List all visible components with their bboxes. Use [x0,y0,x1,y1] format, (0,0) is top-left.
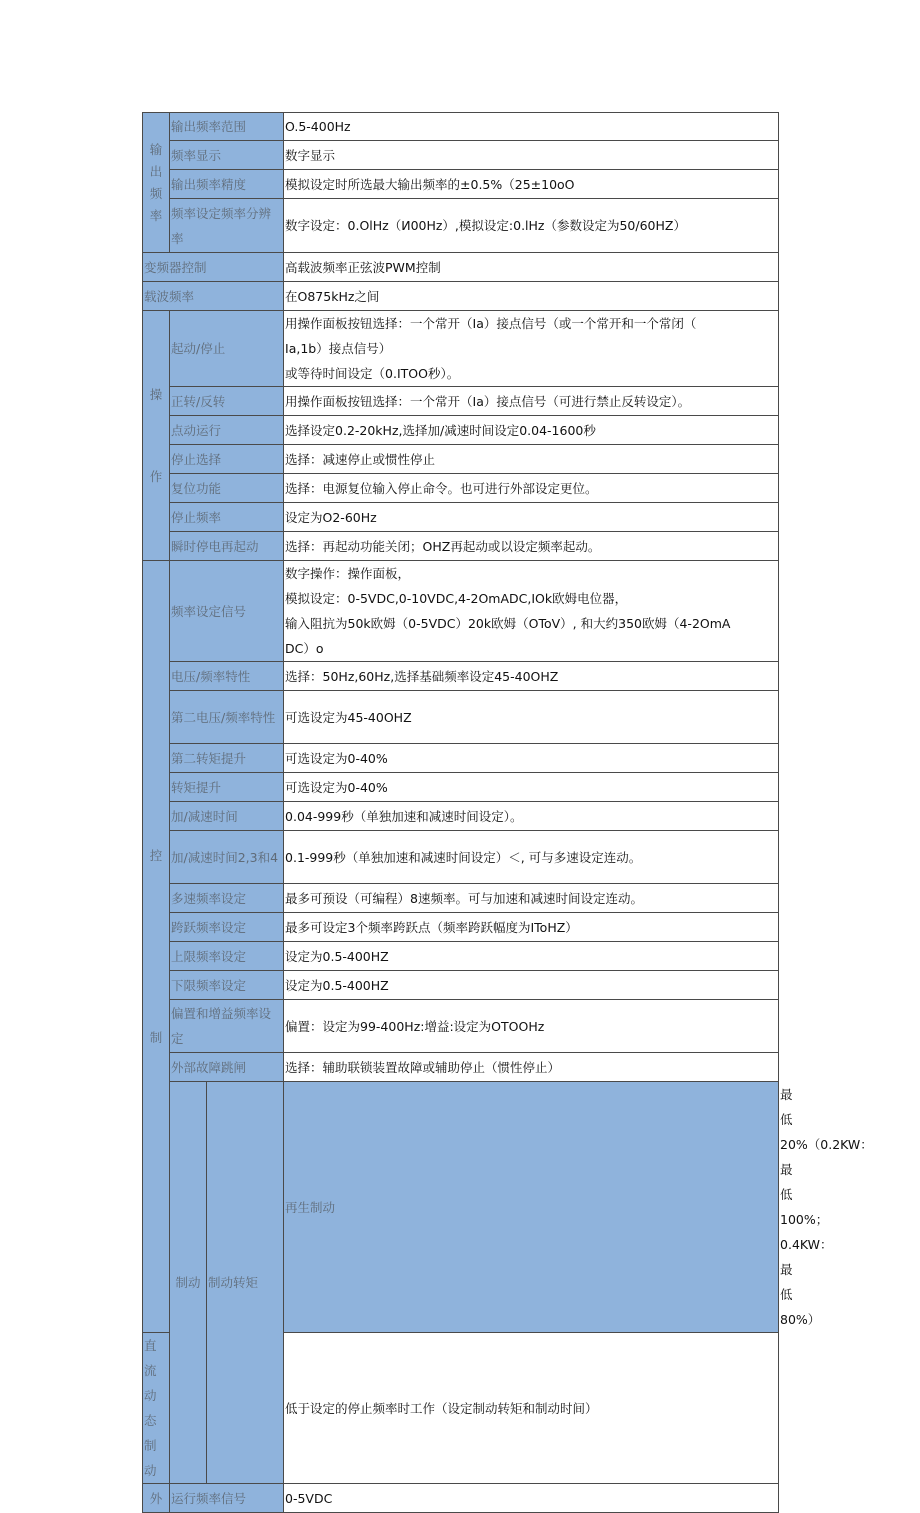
table-row [143,913,779,942]
row-label: 转矩提升 [170,773,284,802]
row-label: 频率设定信号 [170,561,284,662]
table-row [143,282,779,311]
row-label: 起动/停止 [170,311,284,387]
group-char: 操 [149,386,163,402]
table-row [143,170,779,199]
row-label: 停止选择 [170,445,284,474]
row-label: 运行频率信号 [170,1484,284,1513]
group-braking: 制动 [170,1082,207,1484]
table-row [143,253,779,282]
table-row [143,831,779,884]
row-value: 选择：减速停止或惯性停止 [284,445,779,474]
row-value: 最多可设定3个频率跨跃点（频率跨跃幅度为IToHZ） [284,913,779,942]
row-value: 设定为0.5-400HZ [284,942,779,971]
row-value: 设定为O2-60Hz [284,503,779,532]
row-value [284,311,779,387]
table-row [143,1484,779,1513]
row-value: 选择：再起动功能关闭；OHZ再起动或以设定频率起动。 [284,532,779,561]
row-label: 上限频率设定 [170,942,284,971]
table-row [143,662,779,691]
table-row [143,532,779,561]
table-row [143,445,779,474]
row-value: 可选设定为0-40% [284,773,779,802]
row-label: 第二转矩提升 [170,744,284,773]
table-row [143,884,779,913]
row-value: 选择：50Hz,60Hz,选择基础频率设定45-40OHZ [284,662,779,691]
row-value [284,561,779,662]
row-label: 加/减速时间2,3和4 [170,831,284,884]
spec-table [142,112,873,1513]
group-char: 控 [149,847,163,863]
table-row [143,199,779,253]
table-row: 制动 制动转矩 再生制动 最低20%（0.2KW：最低100%；0.4KW：最低80%） [143,1082,779,1333]
row-label: 频率设定频率分辨率 [170,199,284,253]
row-value: 0.04-999秒（单独加速和减速时间设定）。 [284,802,779,831]
group-char: 制 [149,1029,163,1045]
row-value: 用操作面板按钮选择：一个常开（Ia）接点信号（可进行禁止反转设定）。 [284,387,779,416]
row-value: 选择设定0.2-20kHz,选择加/减速时间设定0.04-1600秒 [284,416,779,445]
row-label: 直流动态制动 [143,1333,170,1484]
value-line: 输入阻抗为50k欧姆（0-5VDC）20k欧姆（OToV）, 和大约350欧姆（4-2OmA [285,616,731,631]
row-label: 频率显示 [170,141,284,170]
table-row [143,971,779,1000]
row-value: 选择：电源复位输入停止命令。也可进行外部设定更位。 [284,474,779,503]
value-line: 或等待时间设定（0.ITOO秒）。 [285,366,460,381]
row-value: 0.1-999秒（单独加速和减速时间设定）＜, 可与多速设定连动。 [284,831,779,884]
row-value: 模拟设定时所选最大输出频率的±0.5%（25±10oO [284,170,779,199]
value-line: DC）o [285,641,324,656]
table-row [143,561,779,662]
row-label: 电压/频率特性 [170,662,284,691]
table-row [143,113,779,141]
group-char: 出 [149,163,163,179]
row-value: 可选设定为0-40% [284,744,779,773]
row-value: 高载波频率正弦波PWM控制 [284,253,779,282]
row-label: 点动运行 [170,416,284,445]
table-row [143,387,779,416]
table-row [143,802,779,831]
group-braking-torque: 制动转矩 [207,1082,284,1484]
row-value: 选择：辅助联锁装置故障或辅助停止（惯性停止） [284,1053,779,1082]
row-label: 加/减速时间 [170,802,284,831]
row-value: 在O875kHz之间 [284,282,779,311]
group-control [143,561,170,1333]
row-label: 外部故障跳闸 [170,1053,284,1082]
row-value: 偏置：设定为99-400Hz:增益:设定为OTOOHz [284,1000,779,1053]
row-value: 低于设定的停止频率时工作（设定制动转矩和制动时间） [284,1333,779,1484]
table-row [143,474,779,503]
value-line: Ia,1b）接点信号） [285,341,392,356]
table-row [143,691,779,744]
group-external: 外 [143,1484,170,1513]
row-label: 多速频率设定 [170,884,284,913]
table-row [143,1000,779,1053]
table-row [143,1053,779,1082]
group-char: 频 [149,185,163,201]
group-char: 率 [149,207,163,223]
row-value: 设定为0.5-400HZ [284,971,779,1000]
table-row [143,744,779,773]
row-label: 瞬时停电再起动 [170,532,284,561]
value-line: 模拟设定：0-5VDC,0-10VDC,4-2OmADC,IOk欧姆电位器， [285,591,628,606]
row-label: 输出频率精度 [170,170,284,199]
table-row [143,416,779,445]
group-operation [143,311,170,561]
row-label: 正转/反转 [170,387,284,416]
table-row [143,311,779,387]
row-value: 数字显示 [284,141,779,170]
group-char: 作 [149,468,163,484]
row-value: 0-5VDC [284,1484,779,1513]
table-row [143,141,779,170]
row-label: 再生制动 [284,1082,779,1333]
table-row [143,942,779,971]
table-row [143,503,779,532]
row-label: 停止频率 [170,503,284,532]
row-label: 下限频率设定 [170,971,284,1000]
group-output-frequency [143,113,170,253]
row-value: 数字设定：0.OlHz（И00Hz）,模拟设定:0.lHz（参数设定为50/60HZ） [284,199,779,253]
row-label: 第二电压/频率特性 [170,691,284,744]
row-value: O.5-400Hz [284,113,779,141]
row-label: 输出频率范围 [170,113,284,141]
row-label: 复位功能 [170,474,284,503]
row-value: 最多可预设（可编程）8速频率。可与加速和减速时间设定连动。 [284,884,779,913]
row-value: 可选设定为45-40OHZ [284,691,779,744]
row-label: 跨跃频率设定 [170,913,284,942]
group-char: 输 [149,141,163,157]
row-label: 变频器控制 [143,253,284,282]
value-line: 数字操作：操作面板， [285,566,411,581]
row-label: 偏置和增益频率设定 [170,1000,284,1053]
value-line: 用操作面板按钮选择：一个常开（Ia）接点信号（或一个常开和一个常闭（ [285,316,697,331]
row-label: 载波频率 [143,282,284,311]
table-row [143,773,779,802]
